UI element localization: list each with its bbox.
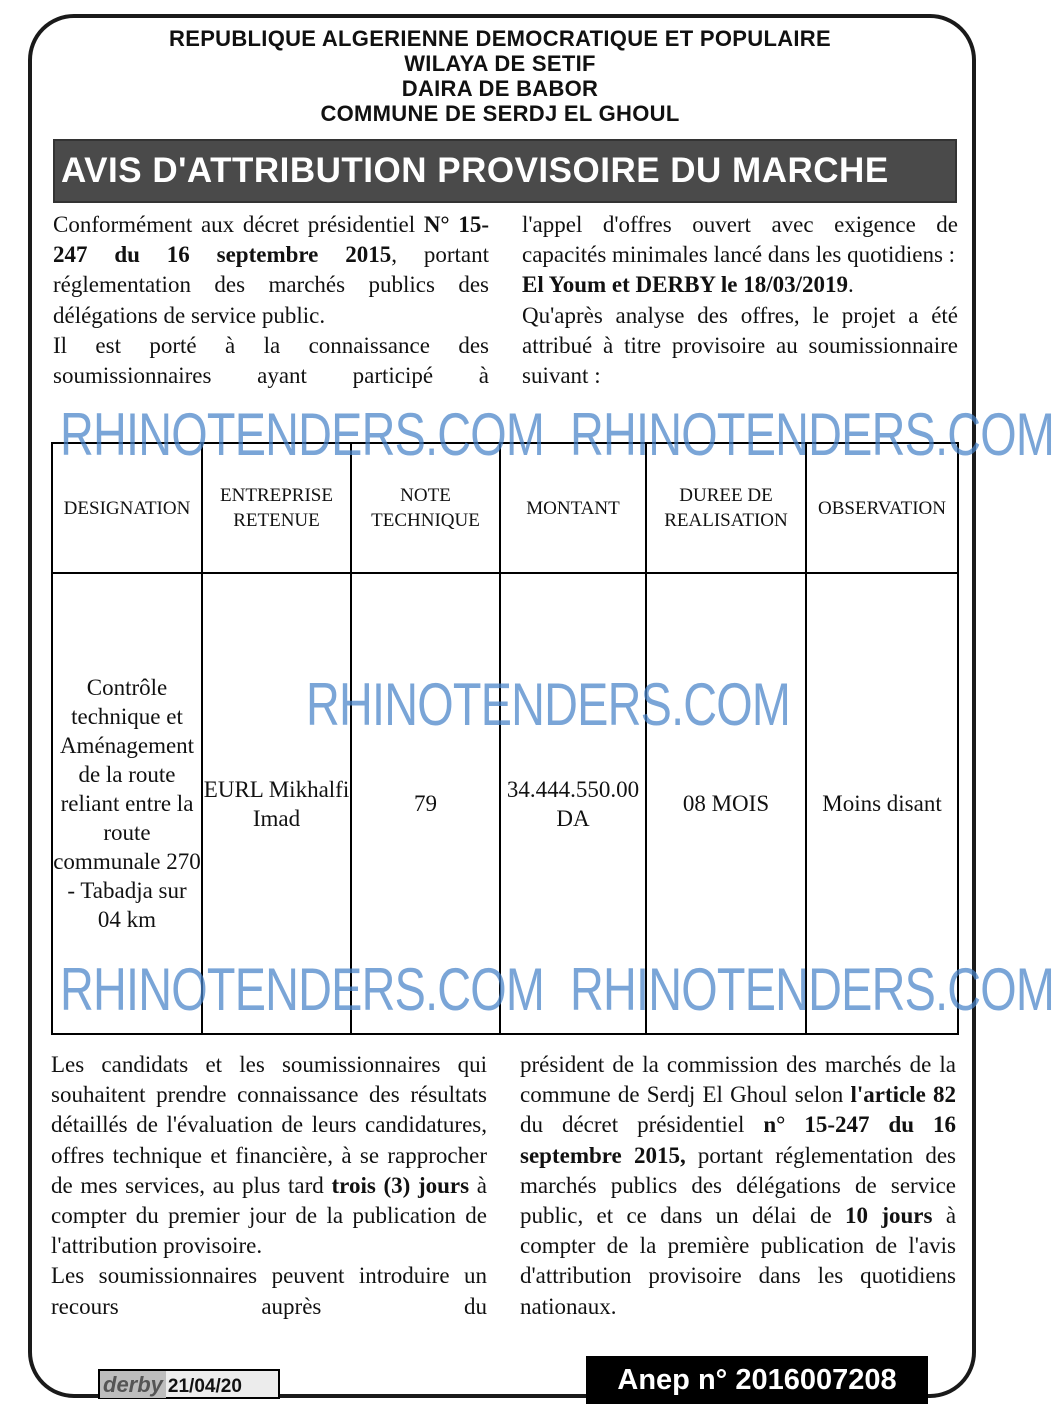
publication-date: 21/04/20: [167, 1376, 242, 1397]
decree-reference: n° 15-247 du 16 septembre 2015,: [520, 1112, 956, 1168]
header-entreprise: ENTREPRISE RETENUE: [202, 443, 351, 573]
table-header-row: [52, 443, 958, 573]
cell-duree: 08 MOIS: [646, 573, 806, 1034]
decree-reference: N° 15-247 du 16 septembre 2015: [53, 212, 489, 268]
watermark: RHINOTENDERS.COM: [570, 401, 1054, 468]
header-designation: DESIGNATION: [52, 443, 202, 573]
closing-paragraph-1: [51, 1050, 487, 1261]
header-duree: DUREE DE REALISATION: [646, 443, 806, 573]
header-observation: OBSERVATION: [806, 443, 958, 573]
intro-paragraph-1: [53, 210, 489, 331]
header-line-commune: COMMUNE DE SERDJ EL GHOUL: [320, 101, 680, 126]
watermark: RHINOTENDERS.COM: [60, 401, 545, 468]
appeal-deadline: 10 jours: [845, 1203, 933, 1229]
newspaper-date-stamp: [98, 1369, 280, 1399]
table-row: [52, 573, 958, 1034]
cell-montant: 34.444.550.00 DA: [500, 573, 646, 1034]
closing-text: à compter du premier jour de la publication de l'attribution provisoire.: [51, 1172, 487, 1259]
closing-right-column: [520, 1050, 956, 1322]
intro-right-column: [522, 210, 958, 391]
deadline-days: trois (3) jours: [331, 1172, 470, 1198]
closing-text: portant réglementation des marchés publics des délégations de service public, et ce dans un délai de: [520, 1142, 956, 1229]
closing-left-column: [51, 1050, 487, 1322]
cell-designation: Contrôle technique et Aménagement de la route reliant entre la route communale 270 - Tabadja sur 04 km: [52, 573, 202, 1034]
intro-paragraph-4: Qu'après analyse des offres, le projet a été attribué à titre provisoire au soumissionnaire suivant :: [522, 302, 958, 389]
intro-text: Conformément aux décret présidentiel: [53, 212, 416, 237]
intro-text: l'appel d'offres ouvert avec exigence de capacités minimales lancé dans les quotidiens :: [522, 212, 958, 268]
header-line-wilaya: WILAYA DE SETIF: [404, 51, 596, 76]
header-line-republic: REPUBLIQUE ALGERIENNE DEMOCRATIQUE ET POPULAIRE: [169, 26, 831, 51]
anep-number: Anep n° 2016007208: [586, 1356, 928, 1404]
cell-note: 79: [351, 573, 500, 1034]
closing-text: du décret présidentiel: [520, 1112, 745, 1138]
closing-paragraph-3: [520, 1050, 956, 1322]
derby-logo: derby: [100, 1371, 166, 1398]
cell-observation: Moins disant: [806, 573, 958, 1034]
watermark: RHINOTENDERS.COM: [306, 671, 791, 738]
intro-text: .: [848, 272, 854, 298]
header-line-daira: DAIRA DE BABOR: [401, 76, 599, 101]
closing-text: Les candidats et les soumissionnaires qui souhaitent prendre connaissance des résultats détaillés de l'évaluation de leurs candidatures, offres technique et financière, à se rapprocher de mes services, au plus tard: [51, 1052, 487, 1198]
header-note: NOTE TECHNIQUE: [351, 443, 500, 573]
closing-paragraph-2: Les soumissionnaires peuvent introduire un recours auprès du: [51, 1263, 487, 1319]
intro-text: , portant réglementation des marchés publics des délégations de service public.: [53, 242, 489, 328]
article-reference: l'article 82: [850, 1082, 956, 1108]
watermark: RHINOTENDERS.COM: [60, 956, 545, 1023]
intro-left-column: [53, 210, 489, 391]
cell-entreprise: EURL Mikhalfi Imad: [202, 573, 351, 1034]
notice-title: AVIS D'ATTRIBUTION PROVISOIRE DU MARCHE: [61, 151, 889, 190]
award-table: [51, 442, 959, 1035]
issuer-header: [0, 26, 1000, 126]
intro-paragraph-3: [522, 210, 958, 301]
header-montant: MONTANT: [500, 443, 646, 573]
closing-text: président de la commission des marchés de la commune de Serdj El Ghoul selon: [520, 1052, 956, 1108]
title-banner: [53, 139, 957, 203]
closing-text: à compter de la première publication de l'avis d'attribution provisoire dans les quotidiens nationaux.: [520, 1203, 957, 1319]
intro-paragraph-2: Il est porté à la connaissance des soumissionnaires ayant participé à: [53, 332, 489, 389]
newspaper-reference: El Youm et DERBY le 18/03/2019: [522, 272, 849, 298]
watermark: RHINOTENDERS.COM: [570, 956, 1054, 1023]
